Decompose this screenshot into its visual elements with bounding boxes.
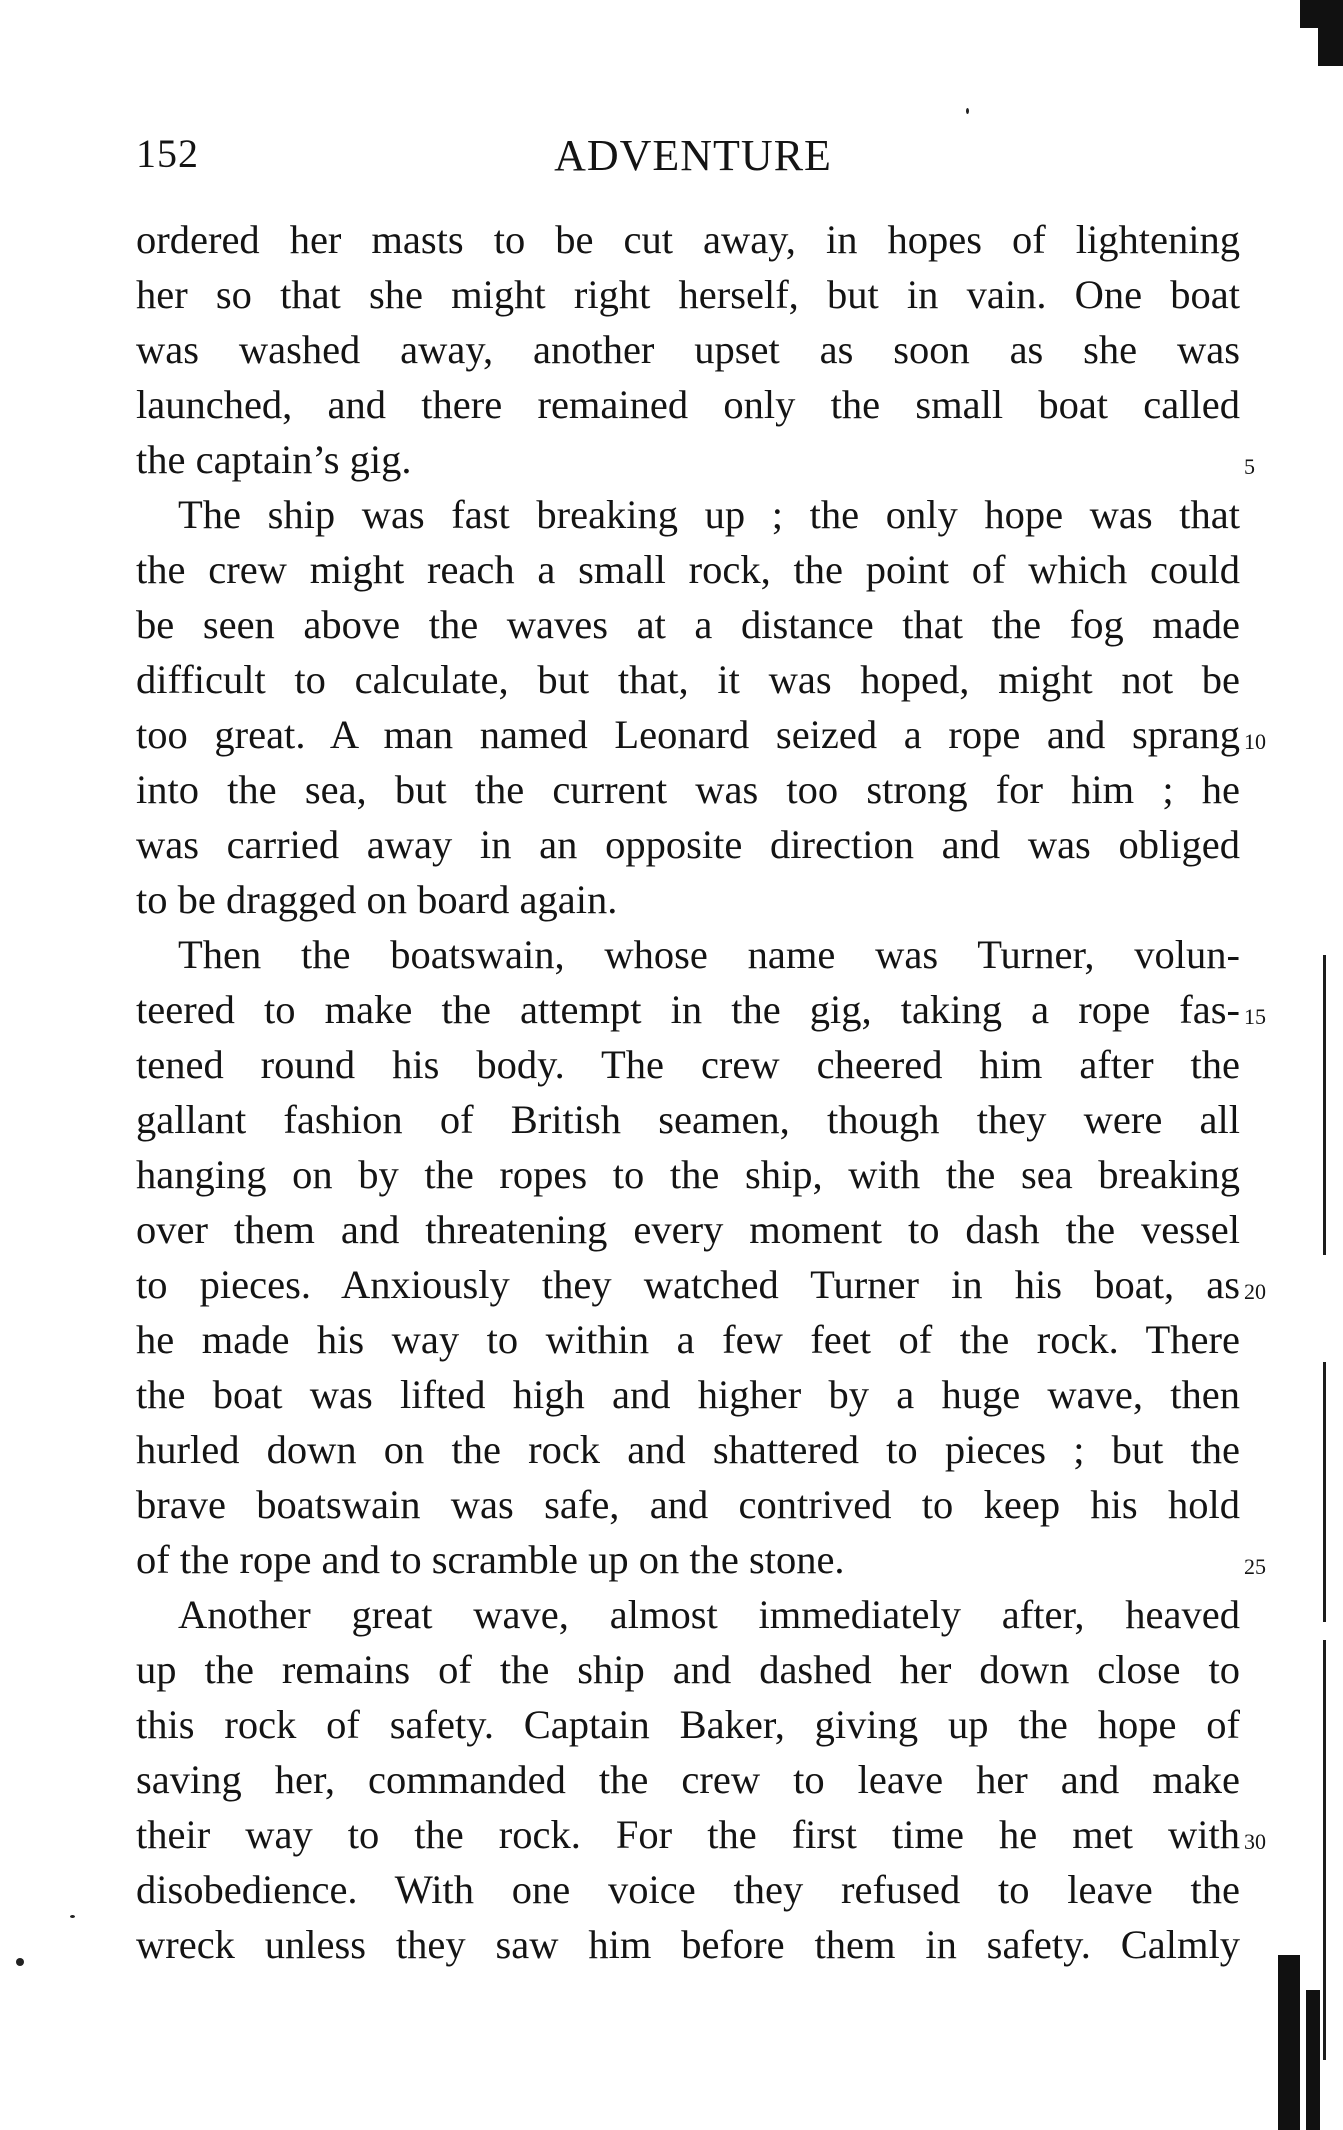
text-line: be seen above the waves at a distance that the fog made xyxy=(136,602,1240,647)
line-number: 5 xyxy=(1244,454,1255,479)
line-number: 30 xyxy=(1244,1829,1266,1854)
text-line: the captain’s gig. xyxy=(136,437,412,482)
scan-edge-mark xyxy=(1278,1955,1300,2130)
scan-speck xyxy=(966,108,969,114)
text-line: to pieces. Anxiously they watched Turner in his boat, as xyxy=(136,1262,1240,1307)
text-line: disobedience. With one voice they refused to leave the xyxy=(136,1867,1240,1912)
text-line: Another great wave, almost immediately after, heaved xyxy=(178,1592,1240,1637)
text-line: to be dragged on board again. xyxy=(136,877,618,922)
text-line: gallant fashion of British seamen, though they were all xyxy=(136,1097,1240,1142)
text-line: launched, and there remained only the small boat called xyxy=(136,382,1240,427)
text-line: The ship was fast breaking up ; the only hope was that xyxy=(178,492,1240,537)
line-number: 20 xyxy=(1244,1279,1266,1304)
text-line: this rock of safety. Captain Baker, giving up the hope of xyxy=(136,1702,1240,1747)
text-line: ordered her masts to be cut away, in hopes of lightening xyxy=(136,217,1240,262)
text-line: over them and threatening every moment to dash the vessel xyxy=(136,1207,1240,1252)
scan-edge-mark xyxy=(1306,1990,1320,2130)
text-line: of the rope and to scramble up on the stone. xyxy=(136,1537,845,1582)
line-number: 15 xyxy=(1244,1004,1266,1029)
running-title: ADVENTURE xyxy=(554,131,832,180)
margin-rule xyxy=(1323,955,1326,1255)
text-line: up the remains of the ship and dashed her down close to xyxy=(136,1647,1240,1692)
text-line: her so that she might right herself, but in vain. One boat xyxy=(136,272,1240,317)
text-line: Then the boatswain, whose name was Turner, volun- xyxy=(178,932,1240,977)
text-line: the crew might reach a small rock, the point of which could xyxy=(136,547,1240,592)
text-line: he made his way to within a few feet of the rock. There xyxy=(136,1317,1240,1362)
text-line: hurled down on the rock and shattered to pieces ; but the xyxy=(136,1427,1240,1472)
line-number: 25 xyxy=(1244,1554,1266,1579)
text-line: teered to make the attempt in the gig, taking a rope fas- xyxy=(136,987,1240,1032)
text-line: into the sea, but the current was too strong for him ; he xyxy=(136,767,1240,812)
text-line: the boat was lifted high and higher by a huge wave, then xyxy=(136,1372,1240,1417)
text-line: too great. A man named Leonard seized a rope and sprang xyxy=(136,712,1240,757)
text-line: was washed away, another upset as soon as she was xyxy=(136,327,1240,372)
text-line: was carried away in an opposite direction and was obliged xyxy=(136,822,1240,867)
scan-edge-mark xyxy=(1318,28,1343,66)
text-line: tened round his body. The crew cheered him after the xyxy=(136,1042,1240,1087)
margin-rule xyxy=(1323,1640,1326,2060)
text-line: difficult to calculate, but that, it was hoped, might not be xyxy=(136,657,1240,702)
page-number: 152 xyxy=(136,131,199,176)
margin-rule xyxy=(1323,1362,1326,1622)
text-line: hanging on by the ropes to the ship, with the sea breaking xyxy=(136,1152,1240,1197)
text-line: wreck unless they saw him before them in safety. Calmly xyxy=(136,1922,1240,1967)
scan-edge-mark xyxy=(1300,0,1343,28)
text-line: brave boatswain was safe, and contrived to keep his hold xyxy=(136,1482,1240,1527)
text-line: their way to the rock. For the first time he met with xyxy=(136,1812,1240,1857)
text-line: saving her, commanded the crew to leave her and make xyxy=(136,1757,1240,1802)
scan-speck xyxy=(70,1915,75,1918)
scan-speck xyxy=(16,1958,24,1966)
line-number: 10 xyxy=(1244,729,1266,754)
